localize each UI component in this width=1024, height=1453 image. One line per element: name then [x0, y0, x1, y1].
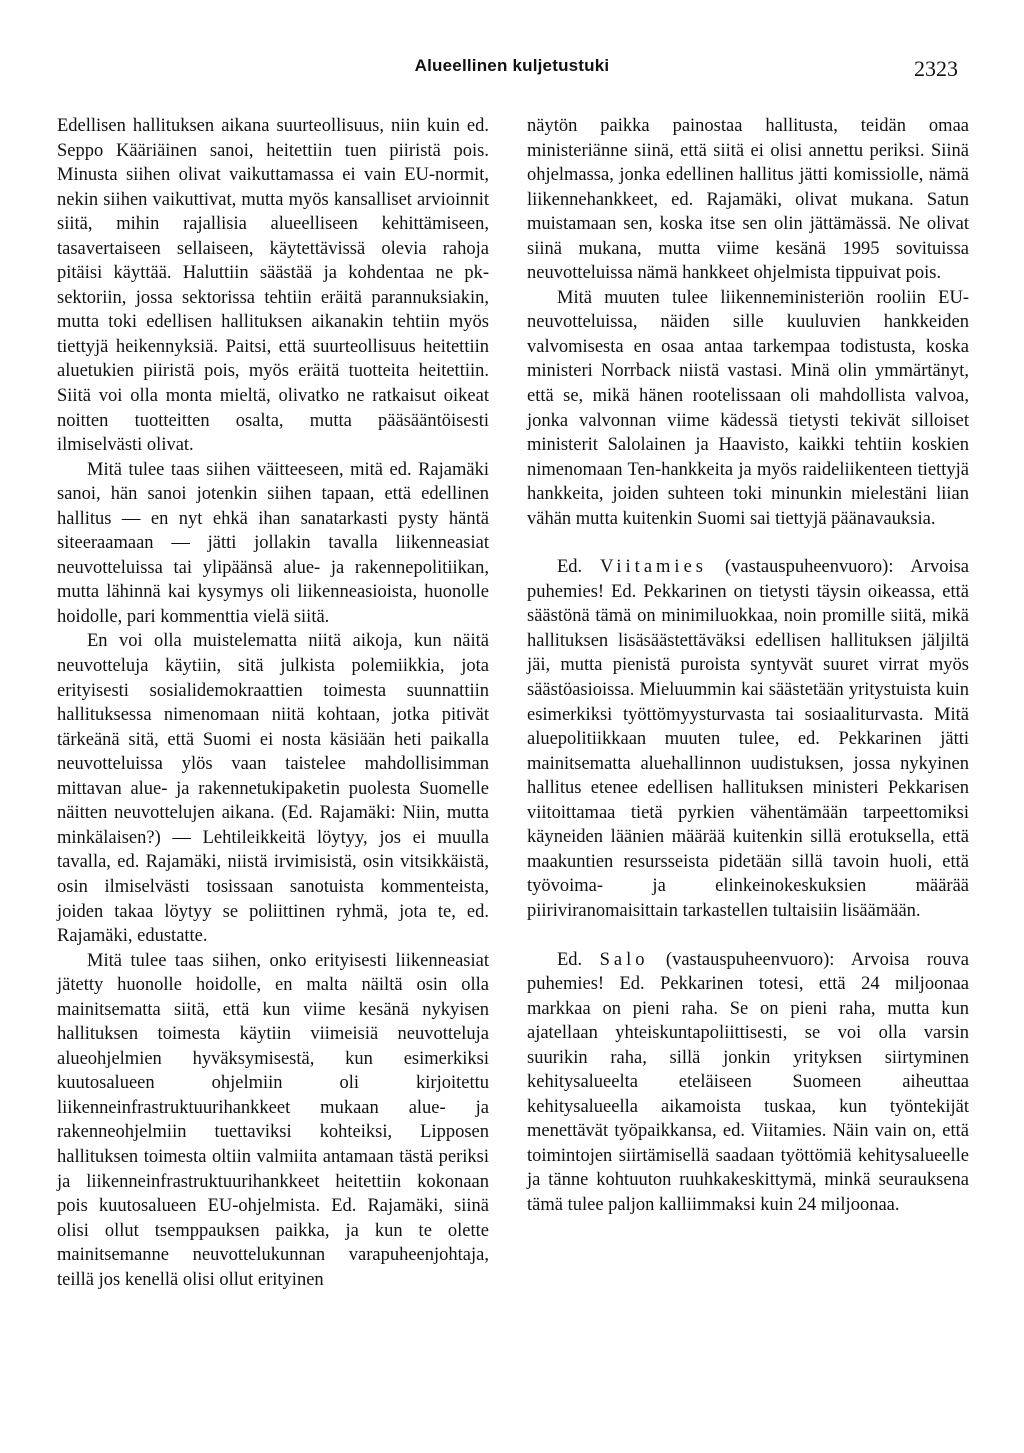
speech-text: (vastauspuheenvuoro): Arvoisa rouva puhemies! Ed. Pekkarinen totesi, että 24 miljoonaa markkaa on pieni raha. Se on pieni raha, mutta kun ajatellaan yhteiskuntapoliittisesti, se voi olla varsin suurikin raha, sillä jonkin yrityksen siirtyminen kehitysalueelta eteläiseen Suomeen aiheuttaa kehitysalueella aikamoista tuskaa, kun työntekijät menettävät työpaikkansa, ed. Viitamies. Näin vain on, että toimintojen siirtämisellä saadaan työttömiä kehitysalueelle ja tänne kohtuuton ruuhkakeskittymä, minkä seurauksena tämä tulee paljon kalliimmaksi kuin 24 miljoonaa. — [527, 949, 969, 1215]
paragraph: Mitä tulee taas siihen väitteeseen, mitä ed. Rajamäki sanoi, hän sanoi jotenkin siihen tapaan, että edellinen hallitus — en nyt ehkä ihan sanatarkasti pysty häntä siteeraamaan — jätti jollakin tavalla liikenneasiat neuvotteluissa tai ylipäänsä alue- ja rakennepolitiikan, mutta lähinnä kai kysymys oli liikenneasioista, huonolle hoidolle, pari kommenttia vielä siitä. — [57, 459, 489, 627]
page-number: 2323 — [914, 56, 958, 81]
speech-prefix: Ed. — [557, 949, 600, 970]
speaker-name: Salo — [599, 949, 649, 970]
speech-viitamies — [527, 555, 969, 923]
left-column — [57, 114, 489, 1292]
paragraph: En voi olla muistelematta niitä aikoja, kun näitä neuvotteluja käytiin, sitä julkista polemiikkia, jota erityisesti sosialidemokraattien toimesta suunnattiin hallituksessa nimenomaan niitä kohtaan, jotka pitivät tärkeänä sitä, että Suomi ei nosta käsiään heti paikalla neuvotteluissa ylös vaan taistelee mahdollisimman mittavan alue- ja rakennetukipaketin puolesta Suomelle näitten neuvottelujen aikana. (Ed. Rajamäki: Niin, mutta minkälaisen?) — Lehtileikkeitä löytyy, jos ei muulla tavalla, ed. Rajamäki, niistä irvimisistä, osin vitsikkäistä, osin ilmiselvästi tosissaan sanotuista kommenteista, joiden takaa löytyy se poliittinen ryhmä, jota te, ed. Rajamäki, edustatte. — [57, 631, 489, 947]
running-title: Alueellinen kuljetustuki — [414, 56, 610, 75]
paragraph: Edellisen hallituksen aikana suurteollisuus, niin kuin ed. Seppo Kääriäinen sanoi, heitettiin tuen piiristä pois. Minusta siihen olivat vaikuttamassa ei vain EU-normit, nekin siihen vaikuttivat, mutta myös kansalliset arvioinnit siitä, mihin rajallisia alueelliseen kehittämiseen, tasavertaiseen sellaiseen, käytettävissä olevia rahoja pitäisi käyttää. Haluttiin säästää ja kohdentaa ne pk-sektoriin, jossa sektorissa tehtiin eräitä parannuksiakin, mutta toki edellisen hallituksen aikanakin tehtiin myös tiettyjä heikennyksiä. Paitsi, että suurteollisuus heitettiin aluetukien piiristä pois, myös eräitä tuotteita heitettiin. Siitä voi olla monta mieltä, olivatko ne ratkaisut oikeat noitten tuotteitten osalta, mutta pääsääntöisesti ilmiselvästi olivat. — [57, 116, 489, 456]
paragraph: Mitä muuten tulee liikenneministeriön rooliin EU-neuvotteluissa, näiden sille kuuluvien hankkeiden valvomisesta en osaa antaa tarkempaa todistusta, koska ministeri Norrback niistä vastasi. Minä olin ymmärtänyt, että se, mikä hänen rootelissaan oli mahdollista valvoa, jonka valvonnan viime kädessä tietysti tekivät silloiset ministerit Salolainen ja Haavisto, kaikki tehtiin koskien nimenomaan Ten-hankkeita ja myös raideliikenteen tiettyjä hankkeita, joiden suhteen toki minunkin mielestäni liian vähän mutta kuitenkin Suomi sai tiettyjä päänavauksia. — [527, 287, 969, 529]
paragraph-continuation: näytön paikka painostaa hallitusta, teidän omaa ministeriänne siinä, että siitä ei olisi annettu periksi. Siinä ohjelmassa, jonka edellinen hallitus jätti komissiolle, nämä liikennehankkeet, ed. Rajamäki, olivat mukana. Satun muistamaan sen, koska itse sen olin jättämässä. Ne olivat siinä mukana, mutta viime kesänä 1995 sovituissa neuvotteluissa nämä hankkeet ohjelmista tippuivat pois. — [527, 116, 969, 284]
speaker-name: Viitamies — [600, 557, 707, 578]
speech-prefix: Ed. — [557, 557, 601, 578]
speech-salo — [527, 948, 969, 1218]
speech-text: (vastauspuheenvuoro): Arvoisa puhemies! Ed. Pekkarinen on tietysti täysin oikeassa, että säästönä tämä on minimiluokkaa, noin promille siitä, mikä hallituksen lisäsäästettäväksi edellisen hallituksen jäljiltä jäi, mutta pienistä puroista syntyvät suuret virrat myös säästöasioissa. Mieluummin kai säästetään yritystuista kuin esimerkiksi työttömyysturvasta tai sosiaaliturvasta. Mitä aluepolitiikkaan muuten tulee, ed. Pekkarinen jätti mainitsematta aluehallinnon uudistuksen, jossa nykyinen hallitus etenee edellisen hallituksen ministeri Pekkarisen viitoittamaa tietä pyrkien vähentämään tarpeettomiksi käyneiden läänien määrää kuitenkin sillä erotuksella, että maakuntien resursseista pidetään sillä tavoin huoli, että työvoima- ja elinkeinokeskuksien määrää piiriviranomaisittain tarkastellen tultaisiin lisäämään. — [527, 557, 969, 921]
right-column — [527, 114, 969, 1218]
paragraph: Mitä tulee taas siihen, onko erityisesti liikenneasiat jätetty huonolle hoidolle, en malta näiltä osin olla mainitsematta siitä, että kun viime kesänä nykyisen hallituksen toimesta käytiin viimeisiä neuvotteluja alueohjelmien hyväksymisestä, kun esimerkiksi kuutosalueen ohjelmiin oli kirjoitettu liikenneinfrastruktuurihankkeet mukaan alue- ja rakenneohjelmiin tuettaviksi kohteiksi, Lipposen hallituksen toimesta oltiin valmiita antamaan tästä periksi ja liikenneinfrastruktuurihankkeet heitettiin kokonaan pois kuutosalueen EU-ohjelmista. Ed. Rajamäki, siinä olisi ollut tsemppauksen paikka, ja kun te olette mainitsemanne neuvottelukunnan varapuheenjohtaja, teillä jos kenellä olisi ollut erityinen — [57, 950, 489, 1290]
